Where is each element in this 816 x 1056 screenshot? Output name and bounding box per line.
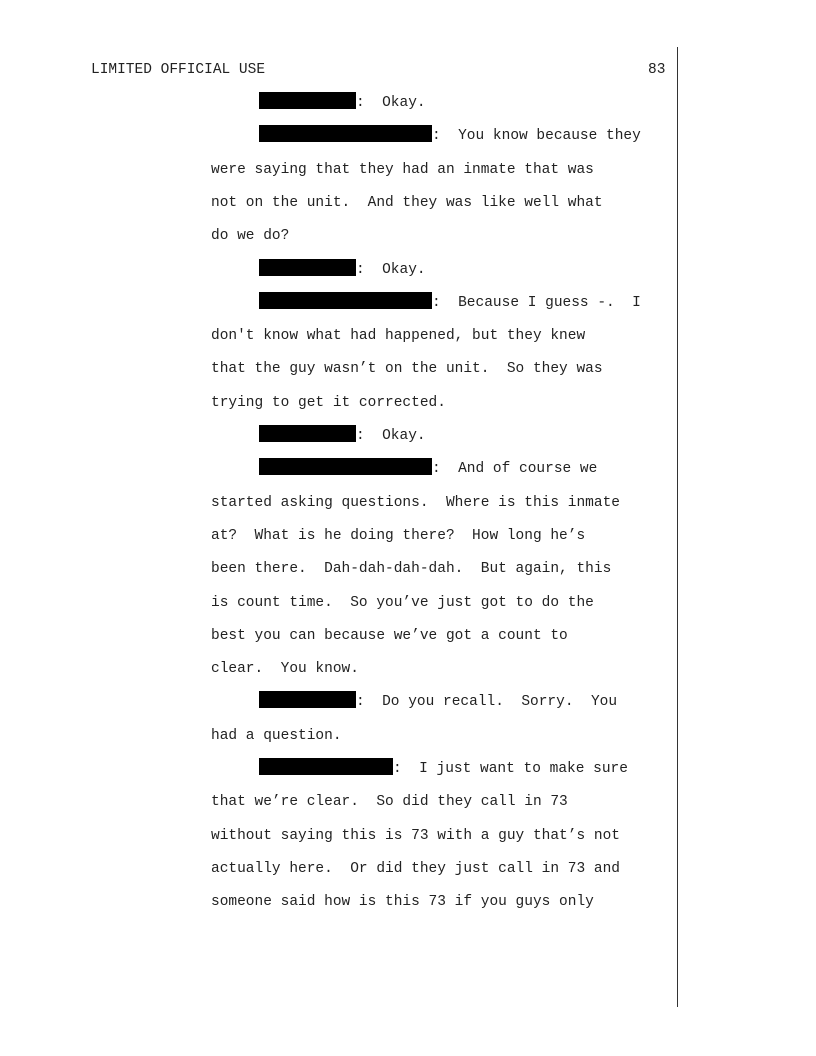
transcript-line (0, 225, 676, 247)
page-number: 83 (648, 62, 666, 78)
transcript-line (0, 192, 676, 214)
line-text: : Do you recall. Sorry. You (356, 694, 618, 711)
transcript-line (0, 492, 676, 514)
right-margin-rule (677, 47, 678, 1007)
line-text: don't know what had happened, but they knew (211, 328, 586, 345)
transcript-line (0, 125, 676, 147)
redacted-speaker-name (259, 425, 356, 442)
line-content (259, 92, 426, 114)
transcript-line (0, 292, 676, 314)
line-text: : Because I guess -. I (432, 294, 641, 311)
line-content (211, 558, 611, 580)
redacted-speaker-name (259, 758, 393, 775)
transcript-line (0, 92, 676, 114)
transcript-line (0, 791, 676, 813)
line-text: : Okay. (356, 428, 426, 444)
line-content (259, 125, 641, 147)
transcript-line (0, 425, 676, 447)
line-content (211, 358, 603, 380)
redacted-speaker-name (259, 92, 356, 109)
line-text: : You know because they (432, 128, 641, 145)
line-content (211, 725, 342, 747)
line-text: someone said how is this 73 if you guys only (211, 894, 594, 911)
line-content (211, 159, 594, 181)
line-content (211, 658, 359, 680)
transcript-line (0, 858, 676, 880)
redacted-speaker-name (259, 125, 432, 142)
line-content (211, 325, 585, 347)
line-text: without saying this is 73 with a guy that’s not (211, 827, 620, 844)
transcript-line (0, 625, 676, 647)
line-content (211, 891, 594, 913)
transcript-line (0, 558, 676, 580)
transcript-line (0, 159, 676, 181)
line-content (211, 791, 568, 813)
line-content (211, 492, 620, 514)
transcript-line (0, 458, 676, 480)
line-text: best you can because we’ve got a count to (211, 627, 568, 644)
line-text: at? What is he doing there? How long he’s (211, 527, 586, 544)
line-text: were saying that they had an inmate that was (211, 161, 594, 178)
line-content (211, 625, 568, 647)
redacted-speaker-name (259, 292, 432, 309)
line-content (259, 458, 597, 480)
line-text: that we’re clear. So did they call in 73 (211, 794, 568, 811)
redacted-speaker-name (259, 691, 356, 708)
line-content (211, 825, 620, 847)
line-text: trying to get it corrected. (211, 394, 446, 411)
redacted-speaker-name (259, 458, 432, 475)
transcript-line (0, 758, 676, 780)
line-content (259, 292, 641, 314)
line-content (211, 392, 446, 414)
line-text: clear. You know. (211, 661, 359, 678)
line-content (259, 758, 628, 780)
line-text: started asking questions. Where is this inmate (211, 494, 620, 511)
transcript-line (0, 658, 676, 680)
transcript-line (0, 825, 676, 847)
line-text: do we do? (211, 228, 290, 245)
line-content (259, 259, 426, 281)
redacted-speaker-name (259, 259, 356, 276)
line-content (211, 858, 620, 880)
line-text: : Okay. (356, 261, 426, 278)
line-content (211, 225, 289, 247)
transcript-line (0, 259, 676, 281)
line-content (211, 192, 603, 214)
transcript-line (0, 592, 676, 614)
line-content (211, 525, 585, 547)
line-text: not on the unit. And they was like well what (211, 194, 603, 211)
transcript-line (0, 392, 676, 414)
transcript-line (0, 525, 676, 547)
line-content (211, 592, 594, 614)
classification-header: LIMITED OFFICIAL USE (91, 62, 266, 78)
transcript-line (0, 325, 676, 347)
transcript-line (0, 725, 676, 747)
line-text: : I just want to make sure (393, 761, 628, 777)
transcript-line (0, 891, 676, 913)
line-text: that the guy wasn’t on the unit. So they was (211, 361, 603, 378)
line-text: been there. Dah-dah-dah-dah. But again, this (211, 561, 612, 578)
line-content (259, 691, 617, 713)
transcript-line (0, 358, 676, 380)
line-content (259, 425, 426, 447)
line-text: is count time. So you’ve just got to do the (211, 594, 594, 611)
line-text: : And of course we (432, 461, 598, 478)
transcript-line (0, 691, 676, 713)
line-text: : Okay. (356, 95, 426, 111)
line-text: actually here. Or did they just call in 73 and (211, 860, 620, 877)
line-text: had a question. (211, 727, 342, 744)
